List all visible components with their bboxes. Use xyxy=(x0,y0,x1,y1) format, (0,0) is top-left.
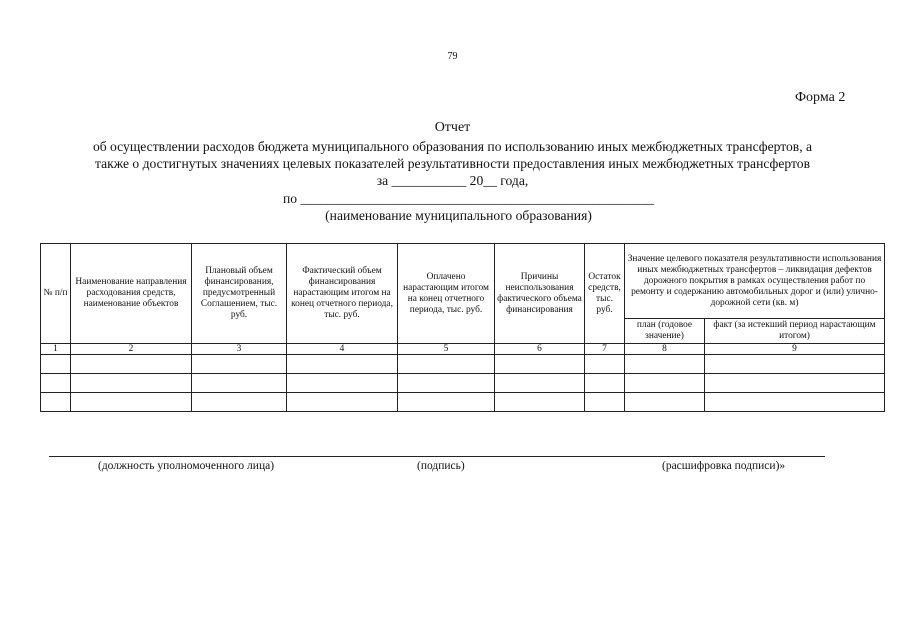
header-planned-financing: Плановый объем финансирования, предусмотренный Соглашением, тыс. руб. xyxy=(192,244,287,344)
column-number: 3 xyxy=(192,344,287,355)
table-cell[interactable] xyxy=(287,355,398,374)
table-cell[interactable] xyxy=(398,355,495,374)
table-cell[interactable] xyxy=(41,393,71,412)
report-table xyxy=(40,243,885,412)
table-cell[interactable] xyxy=(585,374,625,393)
table-cell[interactable] xyxy=(287,374,398,393)
table-row xyxy=(41,393,885,412)
table-cell[interactable] xyxy=(705,374,885,393)
table-cell[interactable] xyxy=(585,393,625,412)
table-cell[interactable] xyxy=(192,355,287,374)
column-number: 7 xyxy=(585,344,625,355)
subtitle-line-2: также о достигнутых значениях целевых показателей результативности предоставления иных межбюджетных трансфертов xyxy=(95,156,810,171)
table-cell[interactable] xyxy=(625,355,705,374)
header-paid: Оплачено нарастающим итогом на конец отчетного периода, тыс. руб. xyxy=(398,244,495,344)
header-actual-financing: Фактический объем финансирования нарастающим итогом на конец отчетного периода, тыс. руб. xyxy=(287,244,398,344)
column-number-row xyxy=(41,344,885,355)
table-cell[interactable] xyxy=(71,355,192,374)
position-caption: (должность уполномоченного лица) xyxy=(98,460,275,472)
table-cell[interactable] xyxy=(71,393,192,412)
table-cell[interactable] xyxy=(287,393,398,412)
page-number: 79 xyxy=(447,51,458,62)
table-cell[interactable] xyxy=(705,355,885,374)
municipality-caption: (наименование муниципального образования) xyxy=(325,208,592,223)
column-number: 1 xyxy=(41,344,71,355)
column-number: 6 xyxy=(495,344,585,355)
table-cell[interactable] xyxy=(398,393,495,412)
table-cell[interactable] xyxy=(625,393,705,412)
table-row xyxy=(41,355,885,374)
table-cell[interactable] xyxy=(495,374,585,393)
column-number: 5 xyxy=(398,344,495,355)
column-number: 8 xyxy=(625,344,705,355)
column-number: 2 xyxy=(71,344,192,355)
header-row-number: № п/п xyxy=(41,244,71,344)
table-cell[interactable] xyxy=(398,374,495,393)
header-expense-direction: Наименование направления расходования средств, наименование объектов xyxy=(71,244,192,344)
municipality-line: по ____________________________________________________ xyxy=(283,191,654,206)
table-cell[interactable] xyxy=(495,355,585,374)
header-plan-value: план (годовое значение) xyxy=(625,319,705,344)
header-balance: Остаток средств, тыс. руб. xyxy=(585,244,625,344)
reporting-year-line: за ___________ 20__ года, xyxy=(376,173,529,188)
decryption-caption: (расшифровка подписи)» xyxy=(662,460,786,472)
signature-caption: (подпись) xyxy=(417,460,465,472)
table-cell[interactable] xyxy=(41,355,71,374)
table-cell[interactable] xyxy=(192,374,287,393)
form-label: Форма 2 xyxy=(795,90,846,105)
report-subtitle xyxy=(40,138,865,172)
table-cell[interactable] xyxy=(705,393,885,412)
table-cell[interactable] xyxy=(625,374,705,393)
table-cell[interactable] xyxy=(192,393,287,412)
table-cell[interactable] xyxy=(41,374,71,393)
header-fact-value: факт (за истекший период нарастающим итогом) xyxy=(705,319,885,344)
signature-line xyxy=(49,456,825,457)
table-cell[interactable] xyxy=(495,393,585,412)
subtitle-line-1: об осуществлении расходов бюджета муниципального образования по использованию иных межбюджетных трансфертов, а xyxy=(92,139,813,154)
table-cell[interactable] xyxy=(71,374,192,393)
header-target-indicator: Значение целевого показателя результативности использования иных межбюджетных трансфертов – ликвидация дефектов дорожного покрытия в рамках осуществления работ по ремонту и содержанию автомобильных дорог и (или) улично-дорожной сети (кв. м) xyxy=(625,244,885,319)
table-cell[interactable] xyxy=(585,355,625,374)
column-number: 9 xyxy=(705,344,885,355)
column-number: 4 xyxy=(287,344,398,355)
header-non-use-reasons: Причины неиспользования фактического объема финансирования xyxy=(495,244,585,344)
table-row xyxy=(41,374,885,393)
report-title: Отчет xyxy=(434,120,471,135)
